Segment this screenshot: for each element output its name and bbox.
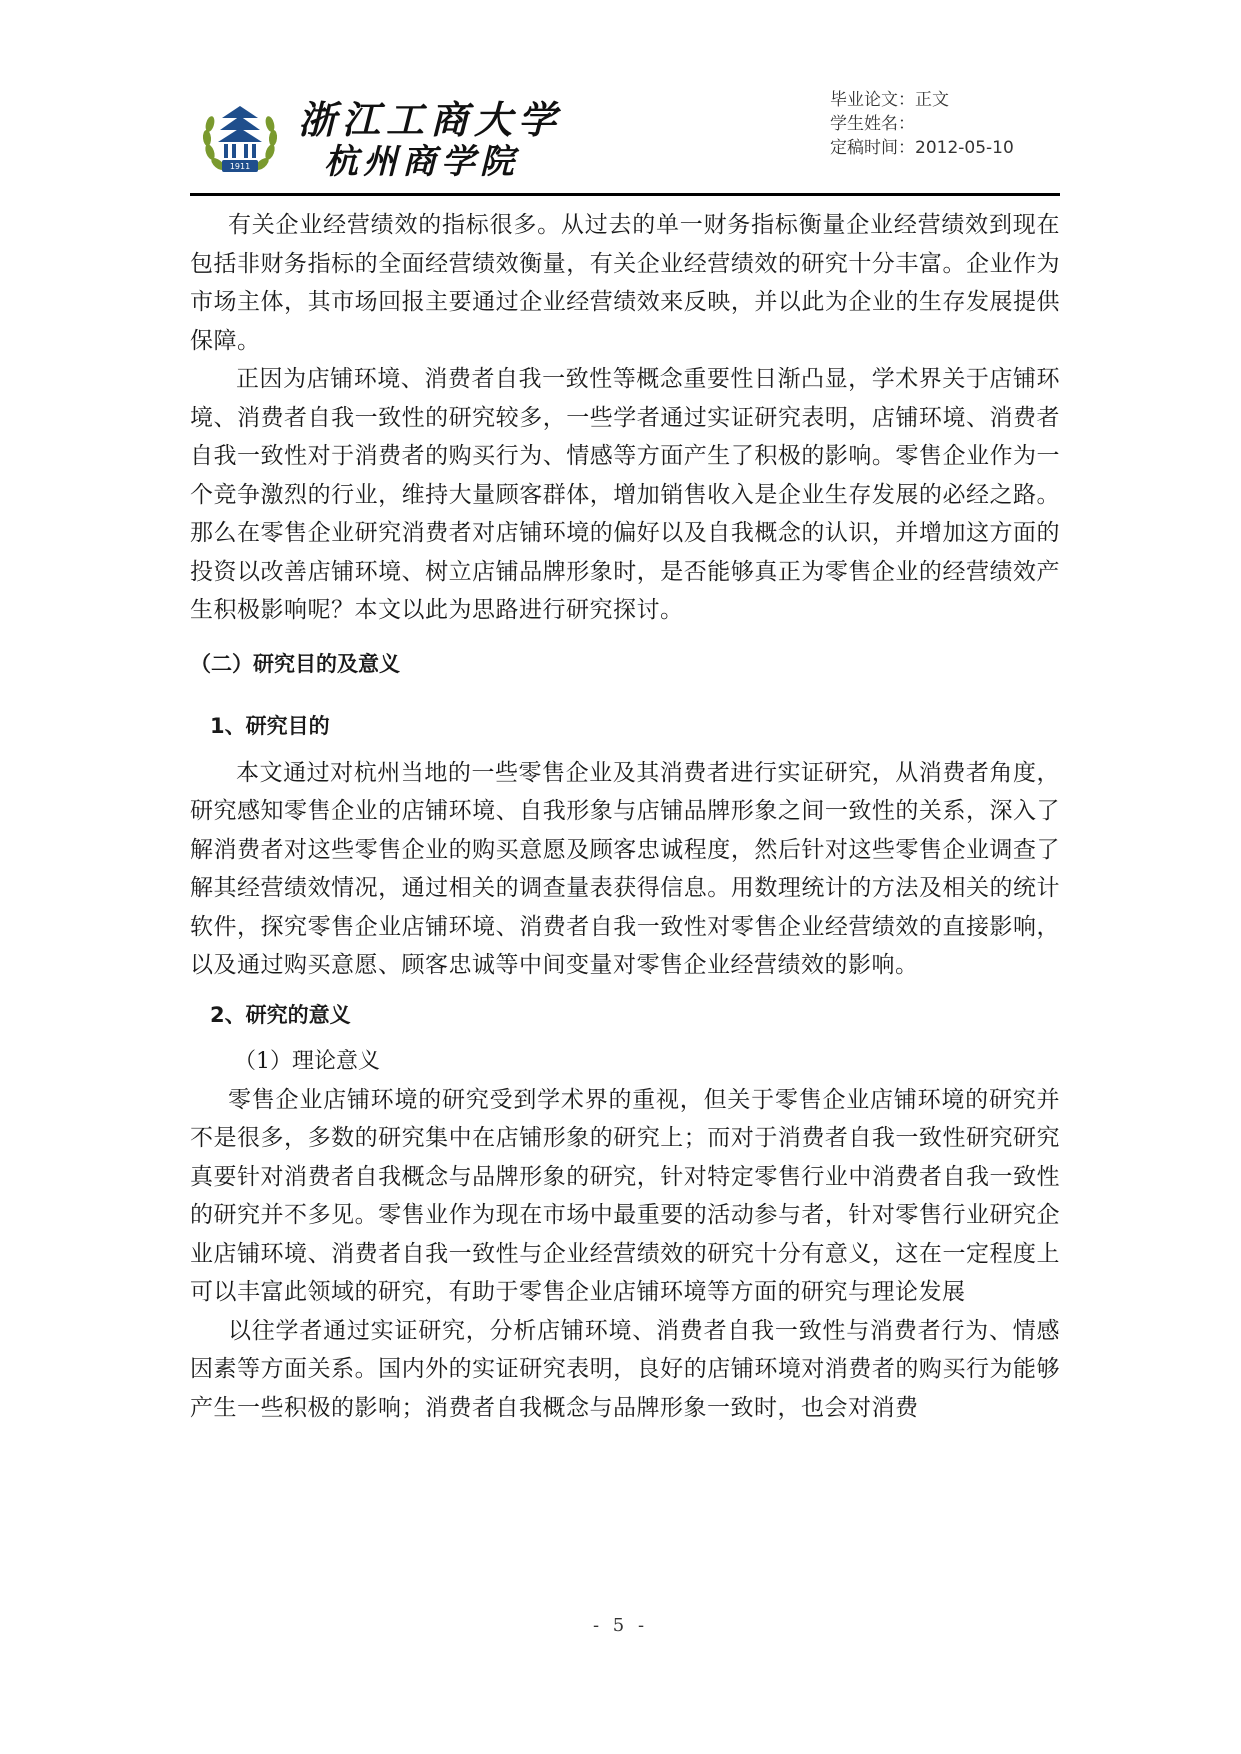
paragraph-research-purpose: 本文通过对杭州当地的一些零售企业及其消费者进行实证研究，从消费者角度，研究感知零售企业的店铺环境、自我形象与店铺品牌形象之间一致性的关系，深入了解消费者对这些零售企业的购买意愿及顾客忠诚程度，然后针对这些零售企业调查了解其经营绩效情况，通过相关的调查量表获得信息。用数理统计的方法及相关的统计软件，探究零售企业店铺环境、消费者自我一致性对零售企业经营绩效的直接影响，以及通过购买意愿、顾客忠诚等中间变量对零售企业经营绩效的影响。 bbox=[190, 759, 1060, 978]
logo-line-2: 杭州商学院 bbox=[324, 142, 519, 182]
header-divider bbox=[190, 193, 1060, 196]
subheading-theoretical-significance: （1）理论意义 bbox=[234, 1048, 380, 1074]
subheading-research-purpose: 1、研究目的 bbox=[210, 713, 330, 738]
document-meta bbox=[830, 88, 1014, 160]
page-header bbox=[0, 0, 1241, 200]
subheading-research-significance: 2、研究的意义 bbox=[210, 1002, 351, 1027]
paragraph-prior-studies: 以往学者通过实证研究，分析店铺环境、消费者自我一致性与消费者行为、情感因素等方面关系。国内外的实证研究表明，良好的店铺环境对消费者的购买行为能够产生一些积极的影响；消费者自我概念与品牌形象一致时，也会对消费 bbox=[190, 1317, 1060, 1421]
university-emblem-icon bbox=[200, 100, 280, 180]
page-content bbox=[190, 206, 1060, 1427]
university-logo-text bbox=[298, 98, 562, 182]
paragraph-performance-indicators: 有关企业经营绩效的指标很多。从过去的单一财务指标衡量企业经营绩效到现在包括非财务指标的全面经营绩效衡量，有关企业经营绩效的研究十分丰富。企业作为市场主体，其市场回报主要通过企业经营绩效来反映，并以此为企业的生存发展提供保障。 bbox=[190, 212, 1060, 354]
svg-text:1911: 1911 bbox=[229, 162, 251, 171]
meta-student-name: 学生姓名： bbox=[830, 114, 915, 134]
paragraph-theoretical-significance: 零售企业店铺环境的研究受到学术界的重视，但关于零售企业店铺环境的研究并不是很多，多数的研究集中在店铺形象的研究上；而对于消费者自我一致性研究研究真要针对消费者自我概念与品牌形象的研究，针对特定零售行业中消费者自我一致性的研究并不多见。零售业作为现在市场中最重要的活动参与者，针对零售行业研究企业店铺环境、消费者自我一致性与企业经营绩效的研究十分有意义，这在一定程度上可以丰富此领域的研究，有助于零售企业店铺环境等方面的研究与理论发展 bbox=[190, 1086, 1060, 1305]
meta-final-date: 定稿时间：2012-05-10 bbox=[830, 138, 1014, 158]
paragraph-store-environment-importance: 正因为店铺环境、消费者自我一致性等概念重要性日渐凸显，学术界关于店铺环境、消费者自我一致性的研究较多，一些学者通过实证研究表明，店铺环境、消费者自我一致性对于消费者的购买行为、情感等方面产生了积极的影响。零售企业作为一个竞争激烈的行业，维持大量顾客群体，增加销售收入是企业生存发展的必经之路。那么在零售企业研究消费者对店铺环境的偏好以及自我概念的认识，并增加这方面的投资以改善店铺环境、树立店铺品牌形象时，是否能够真正为零售企业的经营绩效产生积极影响呢？本文以此为思路进行研究探讨。 bbox=[190, 366, 1060, 623]
page-number: - 5 - bbox=[592, 1615, 649, 1636]
section-heading-purpose-significance: （二）研究目的及意义 bbox=[190, 651, 400, 676]
logo-line-1: 浙江工商大学 bbox=[298, 97, 563, 142]
meta-thesis-type: 毕业论文：正文 bbox=[830, 90, 949, 110]
